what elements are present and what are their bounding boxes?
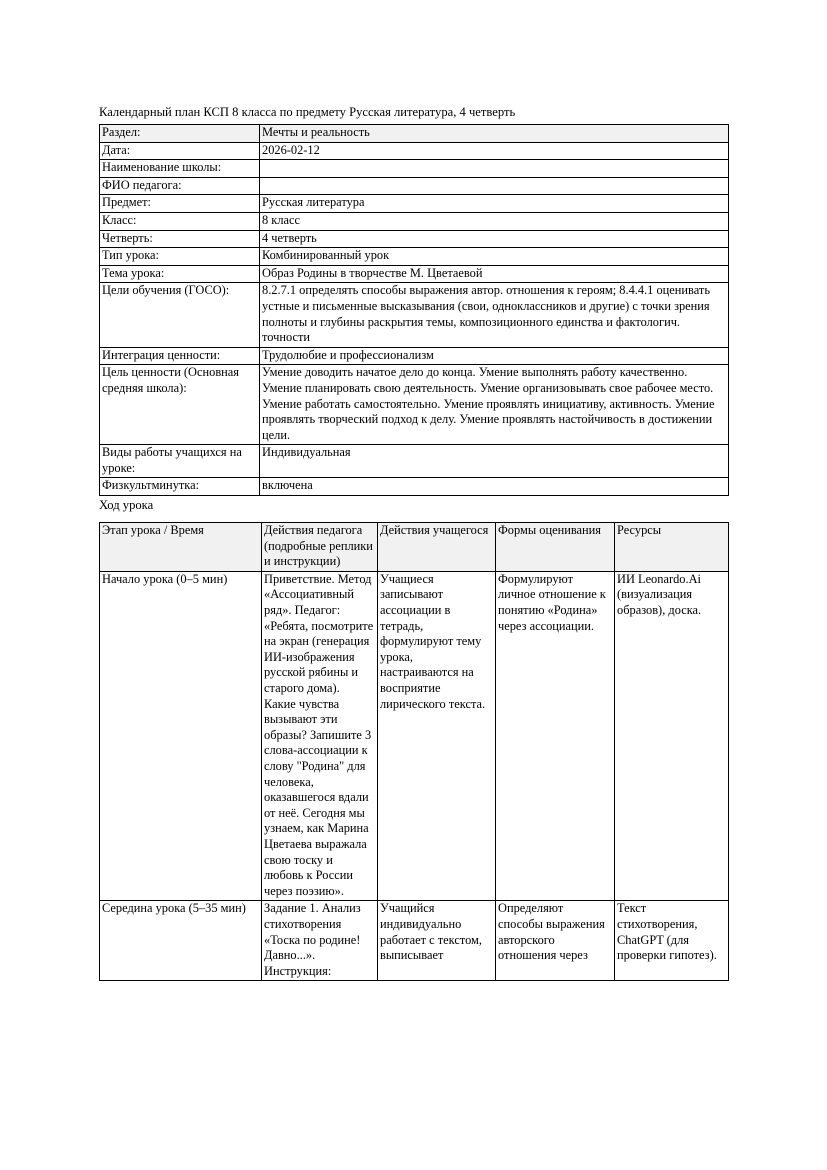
lesson-info-table <box>99 124 729 496</box>
info-value-lesson-type: Комбинированный урок <box>260 248 729 266</box>
table-row <box>100 160 729 178</box>
cell-assessment: Формулируют личное отношение к понятию «Родина» через ассоциации. <box>496 571 615 900</box>
document-page <box>99 104 728 981</box>
table-row <box>100 478 729 496</box>
info-value-quarter: 4 четверть <box>260 230 729 248</box>
cell-resources: ИИ Leonardo.Ai (визуализация образов), доска. <box>615 571 729 900</box>
cell-resources: Текст стихотворения, ChatGPT (для проверки гипотез). <box>615 901 729 981</box>
info-value-work-types: Индивидуальная <box>260 445 729 478</box>
table-row <box>100 142 729 160</box>
table-header-row <box>100 523 729 572</box>
table-row-lesson-start <box>100 571 729 900</box>
info-label-school: Наименование школы: <box>100 160 260 178</box>
info-label-goals: Цели обучения (ГОСО): <box>100 283 260 347</box>
table-row <box>100 125 729 143</box>
table-row <box>100 248 729 266</box>
info-value-school <box>260 160 729 178</box>
table-row <box>100 177 729 195</box>
info-label-work-types: Виды работы учащихся на уроке: <box>100 445 260 478</box>
info-label-values-integration: Интеграция ценности: <box>100 347 260 365</box>
column-header-resources: Ресурсы <box>615 523 729 572</box>
info-label-razdel: Раздел: <box>100 125 260 143</box>
info-value-values-integration: Трудолюбие и профессионализм <box>260 347 729 365</box>
info-value-date: 2026-02-12 <box>260 142 729 160</box>
cell-teacher-actions: Задание 1. Анализ стихотворения «Тоска по родине! Давно...». Инструкция: <box>262 901 378 981</box>
page-title: Календарный план КСП 8 класса по предмету Русская литература, 4 четверть <box>99 105 516 119</box>
info-label-lesson-topic: Тема урока: <box>100 265 260 283</box>
table-row <box>100 265 729 283</box>
table-row <box>100 212 729 230</box>
table-row <box>100 445 729 478</box>
cell-stage: Середина урока (5–35 мин) <box>100 901 262 981</box>
info-value-subject: Русская литература <box>260 195 729 213</box>
column-header-student-actions: Действия учащегося <box>378 523 496 572</box>
info-label-values-goal: Цель ценности (Основная средняя школа): <box>100 365 260 445</box>
info-value-fizkultminutka: включена <box>260 478 729 496</box>
info-value-lesson-topic: Образ Родины в творчестве М. Цветаевой <box>260 265 729 283</box>
table-row <box>100 347 729 365</box>
column-header-assessment: Формы оценивания <box>496 523 615 572</box>
table-row-lesson-middle <box>100 901 729 981</box>
lesson-stages-table <box>99 522 729 981</box>
column-header-teacher-actions: Действия педагога (подробные реплики и инструкции) <box>262 523 378 572</box>
info-label-lesson-type: Тип урока: <box>100 248 260 266</box>
info-value-razdel: Мечты и реальность <box>260 125 729 143</box>
cell-teacher-actions: Приветствие. Метод «Ассоциативный ряд». Педагог: «Ребята, посмотрите на экран (генерация ИИ-изображения русской рябины и старого дома). Какие чувства вызывают эти образы? Запишите 3 слова-ассоциации к слову "Родина" для человека, оказавшегося вдали от неё. Сегодня мы узнаем, как Марина Цветаева выражала свою тоску и любовь к России через поэзию». <box>262 571 378 900</box>
section-heading-lesson-course: Ход урока <box>99 498 154 513</box>
table-row <box>100 283 729 347</box>
info-value-class: 8 класс <box>260 212 729 230</box>
info-value-values-goal: Умение доводить начатое дело до конца. Умение выполнять работу качественно. Умение планировать свою деятельность. Умение организовывать свое рабочее место. Умение работать самостоятельно. Умение проявлять инициативу, активность. Умение проявлять творческий подход к делу. Умение проявлять настойчивость в достижении цели. <box>260 365 729 445</box>
info-label-class: Класс: <box>100 212 260 230</box>
cell-student-actions: Учащийся индивидуально работает с текстом, выписывает <box>378 901 496 981</box>
info-value-goals: 8.2.7.1 определять способы выражения автор. отношения к героям; 8.4.4.1 оценивать устные и письменные высказывания (свои, одноклассников и другие) с точки зрения полноты и глубины раскрытия темы, композиционного единства и фактологич. точности <box>260 283 729 347</box>
table-row <box>100 365 729 445</box>
info-label-fizkultminutka: Физкультминутка: <box>100 478 260 496</box>
table-row <box>100 195 729 213</box>
cell-assessment: Определяют способы выражения авторского отношения через <box>496 901 615 981</box>
info-value-teacher-name <box>260 177 729 195</box>
table-row <box>100 230 729 248</box>
cell-student-actions: Учащиеся записывают ассоциации в тетрадь, формулируют тему урока, настраиваются на восприятие лирического текста. <box>378 571 496 900</box>
info-label-quarter: Четверть: <box>100 230 260 248</box>
info-label-date: Дата: <box>100 142 260 160</box>
info-label-teacher-name: ФИО педагога: <box>100 177 260 195</box>
column-header-stage: Этап урока / Время <box>100 523 262 572</box>
cell-stage: Начало урока (0–5 мин) <box>100 571 262 900</box>
info-label-subject: Предмет: <box>100 195 260 213</box>
